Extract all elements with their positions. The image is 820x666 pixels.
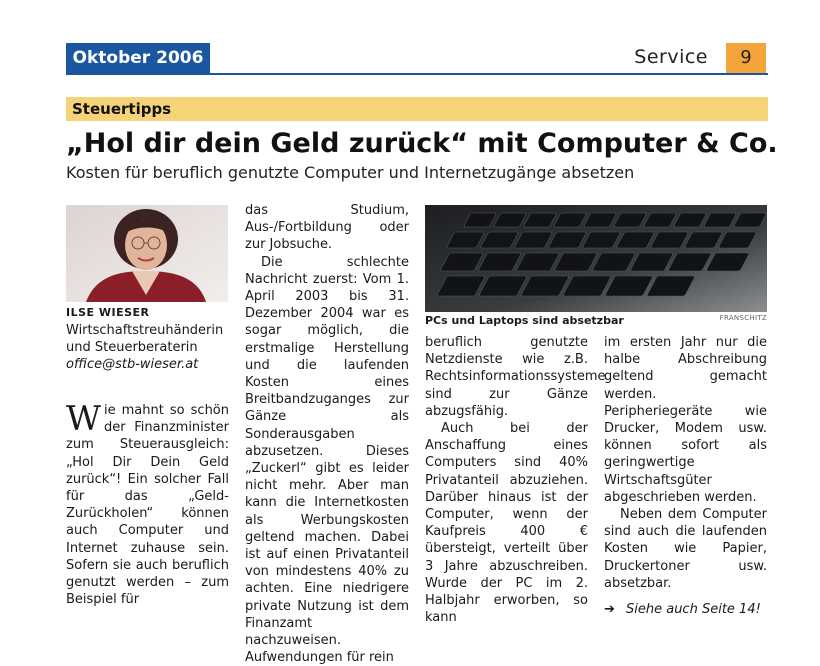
section-title: Service (634, 46, 708, 68)
col4-paragraph-1: im ersten Jahr nur die halbe Abschreibung geltend gemacht werden. Peripheriegeräte wie Drucker, Modem usw. können sofort als geringwertige Wirtschaftsgüter abgeschrieben werden. (604, 335, 767, 505)
photo-caption: PCs und Laptops sind absetzbar (425, 314, 624, 327)
author-role-line1: Wirtschaftstreuhänderin (66, 323, 224, 338)
col2-paragraph-2: Die schlechte Nachricht zuerst: Vom 1. April 2003 bis 31. Dezember 2004 war es sogar möglich, die erstmalige Herstellung und die laufenden Kosten eines Breitbandzuganges zur Gänze als Sonderausgaben abzusetzen. Dieses „Zuckerl“ gibt es leider nicht mehr. Aber man kann die Internetkosten als Werbungskosten geltend machen. Dabei ist auf einen Privatanteil von mindestens 40% zu achten. Eine niedrigere private Nutzung ist dem Finanzamt nachzuweisen. Aufwendungen für rein (245, 254, 409, 666)
article-column-3 (425, 334, 606, 626)
author-role (66, 322, 236, 356)
article-column-4 (604, 334, 767, 618)
issue-date: Oktober 2006 (66, 43, 210, 73)
author-portrait (66, 205, 228, 302)
page-number: 9 (726, 43, 766, 73)
col1-paragraph-1: ie mahnt so schön der Finanzminister zum Steuerausgleich: „Hol Dir Dein Geld zurück“! Ein solcher Fall für das „Geld-Zurückholen“ können auch Computer und Internet zuhause sein. Sofern sie auch beruflich genutzt werden – zum Beispiel für (66, 403, 229, 608)
author-role-line2: und Steuerberaterin (66, 340, 198, 355)
photo-credit: FRANSCHITZ (719, 314, 767, 322)
col4-paragraph-2: Neben dem Computer sind auch die laufenden Kosten wie Papier, Druckertoner usw. absetzbar. (604, 507, 767, 591)
rubric-label: Steuertipps (72, 100, 172, 118)
article-column-2 (245, 202, 409, 666)
arrow-right-icon: ➔ (604, 602, 615, 618)
subheadline: Kosten für beruflich genutzte Computer und Internetzugänge absetzen (66, 163, 635, 182)
col2-paragraph-1: das Studium, Aus-/Fortbildung oder zur Jobsuche. (245, 203, 409, 253)
author-email: office@stb-wieser.at (66, 357, 199, 372)
see-also-reference (604, 601, 767, 618)
article-column-1 (66, 399, 229, 608)
col3-paragraph-2: Auch bei der Anschaffung eines Computers sind 40% Privatanteil abzuziehen. Darüber hinaus ist der Computer, wenn der Kaufpreis 400 € übersteigt, verteilt über 3 Jahre abzuschreiben. Wurde der PC im 2. Halbjahr erworben, so kann (425, 421, 588, 626)
col3-paragraph-1: beruflich genutzte Netzdienste wie z.B. Rechtsinformationssysteme sind zur Gänze abzugsfähig. (425, 335, 606, 419)
drop-cap: W (66, 399, 101, 439)
header-rule (66, 73, 768, 75)
author-name: ILSE WIESER (66, 306, 150, 319)
headline: „Hol dir dein Geld zurück“ mit Computer & Co. (66, 128, 778, 159)
rubric-bar (66, 97, 768, 121)
keyboard-photo (425, 205, 767, 312)
see-also-text: Siehe auch Seite 14! (626, 602, 761, 618)
